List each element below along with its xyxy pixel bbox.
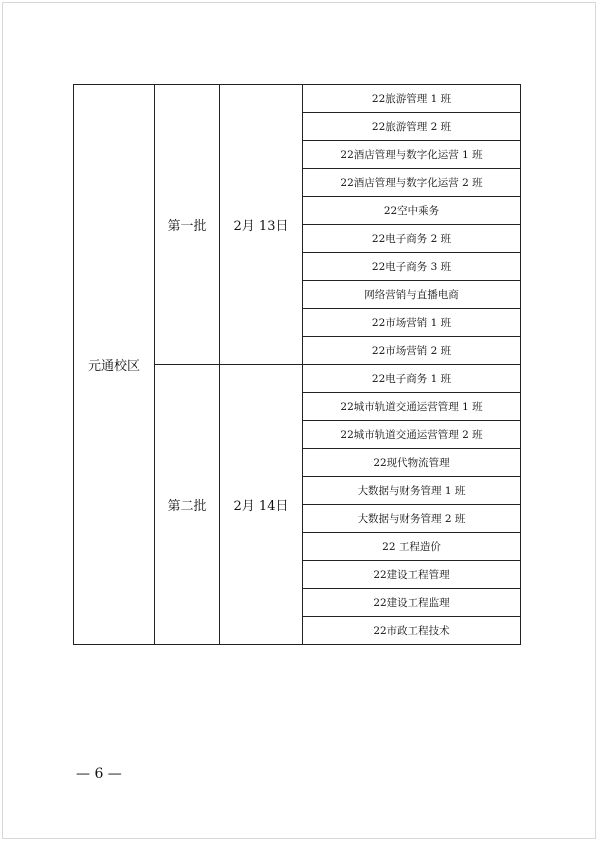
class-cell: 22旅游管理 2 班: [303, 113, 521, 141]
batch-2-date-cell: 2月 14日: [220, 365, 303, 645]
class-cell: 22电子商务 3 班: [303, 253, 521, 281]
class-cell: 22建设工程管理: [303, 561, 521, 589]
class-cell: 大数据与财务管理 1 班: [303, 477, 521, 505]
page-number: — 6 —: [76, 766, 122, 782]
batch-2-cell: 第二批: [155, 365, 220, 645]
class-cell: 22酒店管理与数字化运营 1 班: [303, 141, 521, 169]
class-cell: 22城市轨道交通运营管理 1 班: [303, 393, 521, 421]
batch-1-date-cell: 2月 13日: [220, 85, 303, 365]
class-cell: 22 工程造价: [303, 533, 521, 561]
class-cell: 22市场营销 1 班: [303, 309, 521, 337]
class-cell: 22现代物流管理: [303, 449, 521, 477]
class-cell: 22空中乘务: [303, 197, 521, 225]
class-cell: 大数据与财务管理 2 班: [303, 505, 521, 533]
class-cell: 22电子商务 1 班: [303, 365, 521, 393]
class-cell: 22旅游管理 1 班: [303, 85, 521, 113]
batch-1-cell: 第一批: [155, 85, 220, 365]
class-cell: 22建设工程监理: [303, 589, 521, 617]
class-cell: 网络营销与直播电商: [303, 281, 521, 309]
class-cell: 22城市轨道交通运营管理 2 班: [303, 421, 521, 449]
table-row: [74, 85, 521, 113]
schedule-table: [73, 84, 521, 645]
class-cell: 22酒店管理与数字化运营 2 班: [303, 169, 521, 197]
class-cell: 22市场营销 2 班: [303, 337, 521, 365]
class-cell: 22电子商务 2 班: [303, 225, 521, 253]
class-cell: 22市政工程技术: [303, 617, 521, 645]
campus-cell: 元通校区: [74, 85, 155, 645]
